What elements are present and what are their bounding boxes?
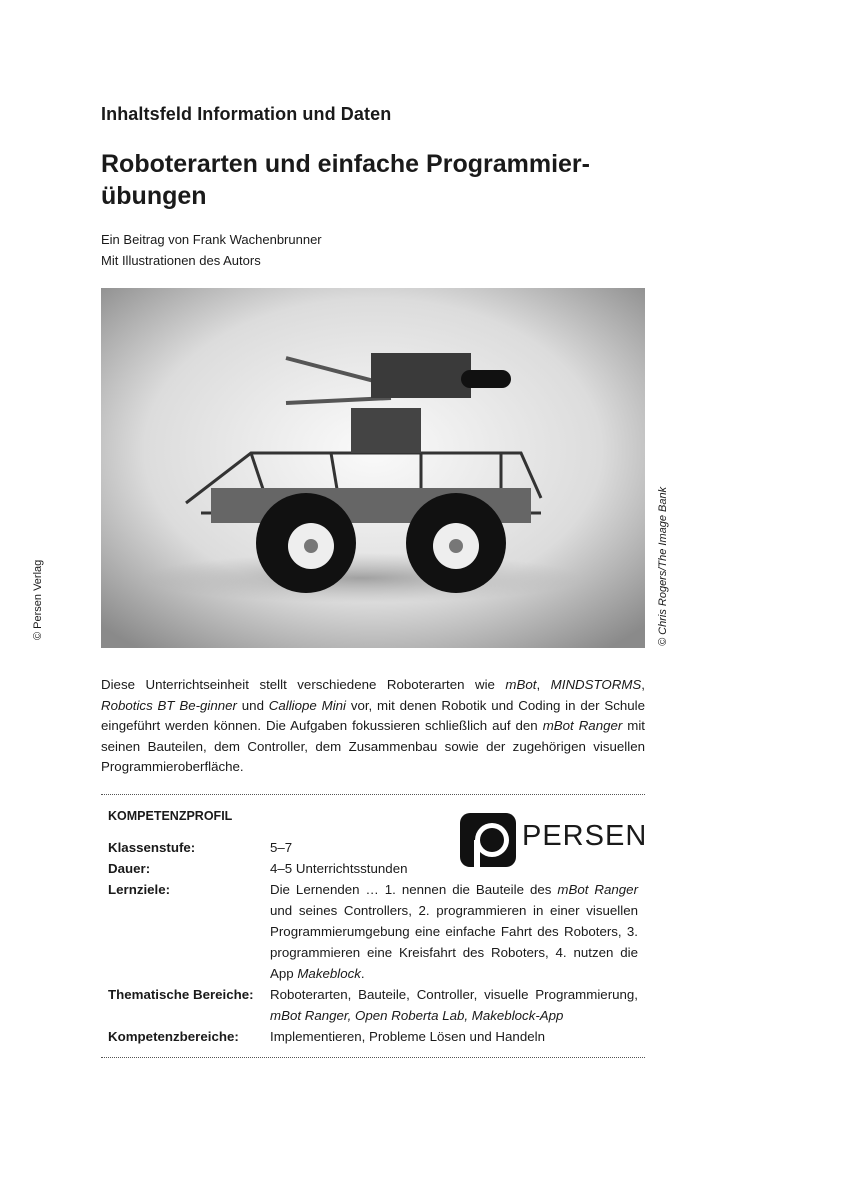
profile-rows xyxy=(108,879,638,1047)
row-klassenstufe xyxy=(108,837,428,858)
label: Thematische Bereiche: xyxy=(108,986,254,1002)
profile-heading: KOMPETENZPROFIL xyxy=(108,808,233,823)
competence-profile xyxy=(101,795,648,1047)
title-line-1: Roboterarten und einfache Programmier- xyxy=(101,150,590,178)
value xyxy=(270,984,638,1026)
text: , xyxy=(536,677,551,692)
profile-rows-top xyxy=(108,837,428,879)
robot-photo xyxy=(101,288,645,648)
author-info xyxy=(101,229,322,271)
text: mBot Ranger xyxy=(557,881,638,897)
row-thematische-bereiche xyxy=(108,984,638,1026)
text: , xyxy=(641,677,645,692)
illustrations-line: Mit Illustrationen des Autors xyxy=(101,253,261,268)
wheel-right xyxy=(406,493,506,593)
value xyxy=(270,879,638,984)
text: . xyxy=(360,965,365,981)
wheel-left xyxy=(256,493,356,593)
label: Kompetenzbereiche: xyxy=(108,1028,239,1044)
text: mBot Ranger, Open Roberta Lab, Makeblock-App xyxy=(270,1007,564,1023)
author-line: Ein Beitrag von Frank Wachenbrunner xyxy=(101,232,322,247)
row-dauer xyxy=(108,858,428,879)
value: 4–5 Unterrichtsstunden xyxy=(270,860,408,876)
topic-heading: Inhaltsfeld Information und Daten xyxy=(101,104,392,124)
label: Dauer: xyxy=(108,860,151,876)
logo-text: PERSEN xyxy=(522,819,648,852)
row-kompetenzbereiche xyxy=(108,1026,638,1047)
value: Implementieren, Probleme Lösen und Handeln xyxy=(270,1028,545,1044)
persen-logo xyxy=(460,813,648,867)
publisher-credit: © Persen Verlag xyxy=(32,559,44,640)
text: und xyxy=(236,697,269,713)
text: mBot xyxy=(505,677,537,692)
title-line-2: übungen xyxy=(101,182,207,210)
text: mit seinen Bauteilen, dem Controller, dem Zusammenbau sowie der zugehörigen visuellen Programmieroberfläche. xyxy=(101,718,646,774)
text: Makeblock xyxy=(297,965,361,981)
lower-section xyxy=(101,675,648,1058)
text: Roboterarten, Bauteile, Controller, visuelle Programmierung, xyxy=(270,986,638,1002)
page-title xyxy=(101,148,661,212)
text: Die Lernenden … 1. nennen die Bauteile des xyxy=(270,881,558,897)
divider-bottom xyxy=(101,1057,645,1058)
text: mBot Ranger xyxy=(542,718,623,733)
label: Lernziele: xyxy=(108,881,171,897)
text: Calliope Mini xyxy=(268,697,347,713)
photo-credit: © Chris Rogers/The Image Bank xyxy=(657,486,669,646)
text: Diese Unterrichtseinheit stellt verschiedene Roboterarten wie xyxy=(101,677,506,692)
intro-paragraph xyxy=(101,675,645,778)
row-lernziele xyxy=(108,879,638,984)
text: und seines Controllers, 2. programmieren in einer visuellen Programmierumgebung eine einfache Fahrt des Roboters, 3. programmieren eine Kreisfahrt des Roboters, 4. nutzen die App xyxy=(270,902,638,981)
value: 5–7 xyxy=(270,839,293,855)
persen-logo-icon xyxy=(460,813,516,867)
text: Robotics BT Be-ginner xyxy=(101,697,237,713)
text: MINDSTORMS xyxy=(550,677,642,692)
label: Klassenstufe: xyxy=(108,839,196,855)
text: vor, mit denen Robotik und Coding in der Schule eingeführt werden können. Die Aufgaben fokussieren schließlich auf den xyxy=(101,697,645,733)
